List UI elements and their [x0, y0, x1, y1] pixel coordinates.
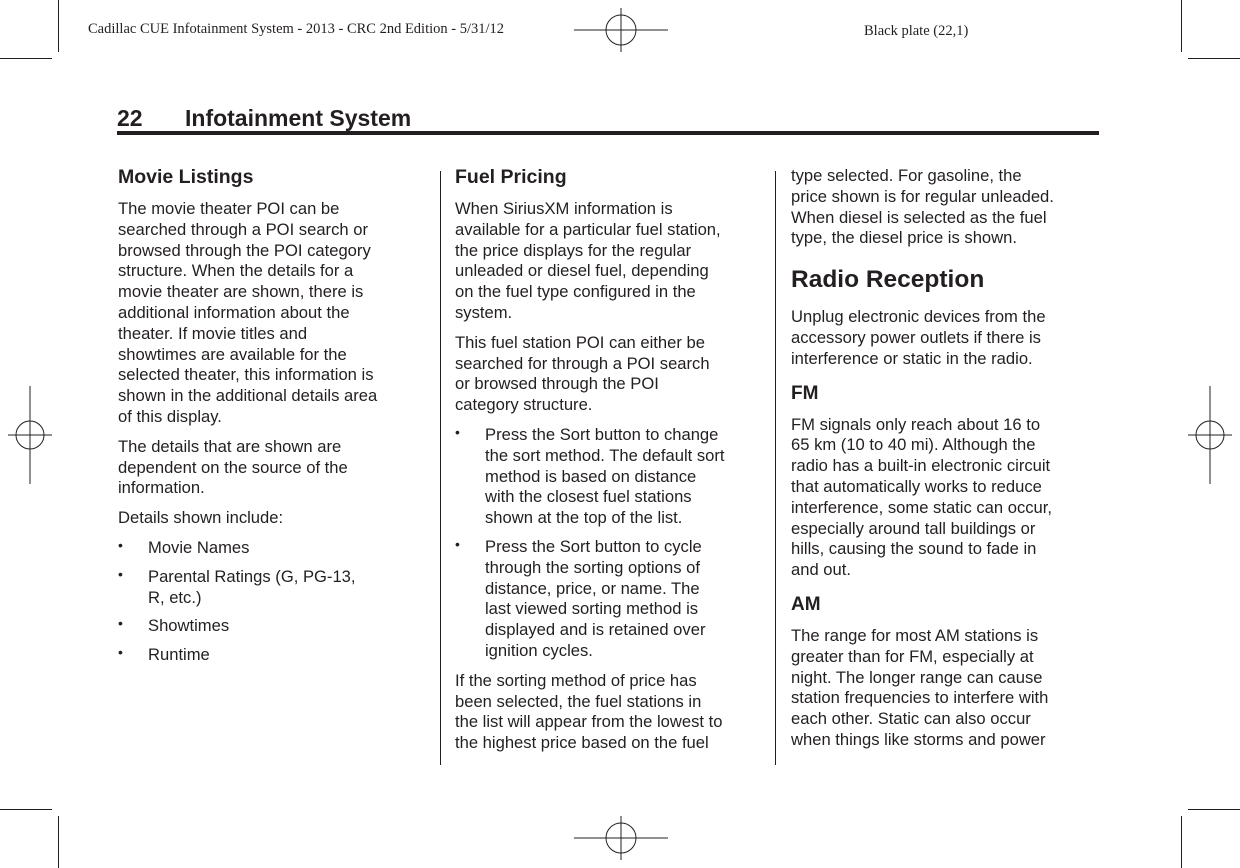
column-1: [118, 166, 424, 675]
registration-mark-icon: [574, 816, 668, 860]
crop-mark: [58, 0, 59, 52]
bullet-icon: •: [455, 423, 460, 440]
crop-mark: [1181, 0, 1182, 52]
crop-mark: [1188, 809, 1240, 810]
fm-para: FM signals only reach about 16 to 65 km (10 to 40 mi). Although the radio has a built-in electronic circuit that automatically works to reduce interference, some static can occur, especially around tall buildings or hills, causing the sound to fade in and out.: [791, 414, 1053, 580]
section-title: Infotainment System: [185, 105, 412, 131]
movie-listings-para-1: The movie theater POI can be searched through a POI search or browsed through the POI category structure. When the details for a movie theater are shown, there is additional information about the theater. If movie titles and showtimes are available for the selected theater, this information is shown in the additional details area of this display.: [118, 199, 378, 426]
page-number: 22: [117, 105, 143, 131]
am-para: The range for most AM stations is greater than for FM, especially at night. The longer range can cause station frequencies to interfere with each other. Static can also occur when things like storms and power: [791, 625, 1049, 749]
bullet-icon: •: [118, 565, 123, 582]
am-heading: AM: [791, 593, 821, 615]
crop-mark: [58, 816, 59, 868]
bullet-icon: •: [118, 536, 123, 553]
list-item: • Showtimes: [118, 615, 230, 636]
crop-mark: [1181, 816, 1182, 868]
bullet-icon: •: [118, 615, 123, 632]
fuel-pricing-para-continued: type selected. For gasoline, the price shown is for regular unleaded. When diesel is selected as the fuel type, the diesel price is shown.: [791, 166, 1054, 248]
fm-heading: FM: [791, 382, 819, 404]
print-header-left: Cadillac CUE Infotainment System - 2013 - CRC 2nd Edition - 5/31/12: [88, 21, 505, 37]
fuel-pricing-heading: Fuel Pricing: [455, 166, 567, 188]
movie-listings-para-3: Details shown include:: [118, 508, 284, 528]
column-divider: [440, 171, 441, 765]
radio-reception-heading: Radio Reception: [791, 266, 985, 294]
column-2: [455, 166, 767, 763]
registration-mark-icon: [8, 386, 52, 484]
registration-mark-icon: [1188, 386, 1232, 484]
registration-mark-icon: [574, 8, 668, 52]
crop-mark: [1188, 58, 1240, 59]
list-item: • Runtime: [118, 644, 210, 665]
bullet-icon: •: [455, 535, 460, 552]
fuel-pricing-para-1: When SiriusXM information is available for a particular fuel station, the price displays for the regular unleaded or diesel fuel, depending on the fuel type configured in the system.: [455, 199, 721, 322]
column-divider: [775, 171, 776, 765]
movie-listings-heading: Movie Listings: [118, 166, 254, 188]
bullet-icon: •: [118, 644, 123, 661]
movie-details-list: [118, 538, 424, 666]
movie-listings-para-2: The details that are shown are dependent on the source of the information.: [118, 436, 348, 498]
list-item: • Movie Names: [118, 536, 250, 557]
fuel-pricing-para-3: If the sorting method of price has been selected, the fuel stations in the list will appear from the lowest to the highest price based on the fuel: [455, 670, 723, 753]
list-item: • Press the Sort button to change the sort method. The default sort method is based on distance with the closest fuel stations shown at the top of the list.: [455, 423, 725, 528]
print-header-right: Black plate (22,1): [864, 23, 969, 39]
header-rule: [117, 131, 1099, 135]
sort-button-list: [455, 425, 767, 662]
list-item: • Parental Ratings (G, PG-13, R, etc.): [118, 565, 356, 607]
list-item: • Press the Sort button to cycle through the sorting options of distance, price, or name. The last viewed sorting method is displayed and is retained over ignition cycles.: [455, 535, 706, 660]
crop-mark: [0, 809, 52, 810]
fuel-pricing-para-2: This fuel station POI can either be searched for through a POI search or browsed through the POI category structure.: [455, 332, 710, 415]
crop-mark: [0, 58, 52, 59]
radio-reception-para: Unplug electronic devices from the accessory power outlets if there is interference or static in the radio.: [791, 307, 1046, 368]
column-3: [791, 166, 1101, 760]
